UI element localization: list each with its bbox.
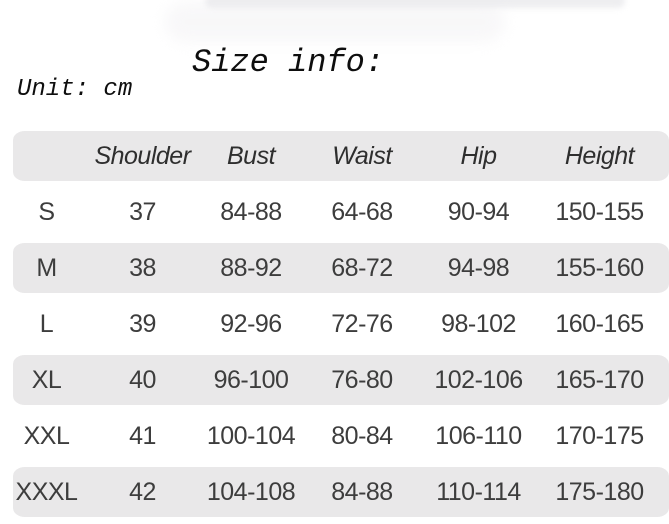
header-height: Height — [564, 141, 635, 170]
cell-bust: 100-104 — [206, 421, 296, 450]
header-waist: Waist — [332, 141, 392, 170]
cell-height: 175-180 — [555, 477, 644, 506]
cell-height: 170-175 — [555, 421, 644, 450]
cell-shoulder: 37 — [129, 197, 156, 226]
cell-bust: 92-96 — [220, 309, 282, 338]
cell-shoulder: 41 — [129, 421, 156, 450]
table-row — [13, 184, 669, 240]
cell-height: 160-165 — [555, 309, 644, 338]
table-row — [13, 352, 669, 408]
cell-size: XXL — [23, 421, 70, 450]
cell-bust: 84-88 — [220, 197, 282, 226]
cell-bust: 104-108 — [206, 477, 296, 506]
cell-hip: 102-106 — [434, 365, 523, 394]
table-row — [13, 408, 669, 464]
table-row — [13, 296, 669, 352]
cell-height: 155-160 — [555, 253, 644, 282]
cell-waist: 64-68 — [331, 197, 393, 226]
table-row — [13, 464, 669, 520]
cell-bust: 96-100 — [213, 365, 289, 394]
table-header-row — [13, 128, 669, 184]
header-hip: Hip — [460, 141, 497, 170]
cell-waist: 68-72 — [331, 253, 393, 282]
cell-shoulder: 39 — [129, 309, 156, 338]
cell-shoulder: 38 — [129, 253, 156, 282]
cell-size: L — [39, 309, 54, 338]
cell-waist: 80-84 — [331, 421, 393, 450]
cell-size: M — [36, 253, 57, 282]
cell-hip: 106-110 — [435, 421, 522, 450]
cell-waist: 76-80 — [331, 365, 393, 394]
cell-bust: 88-92 — [220, 253, 282, 282]
header-shoulder: Shoulder — [94, 141, 191, 170]
cell-height: 150-155 — [555, 197, 644, 226]
size-table — [13, 128, 669, 520]
cell-waist: 84-88 — [331, 477, 393, 506]
cell-size: XL — [31, 365, 62, 394]
page-title: Size info: — [192, 44, 385, 81]
header-bust: Bust — [226, 141, 276, 170]
table-row — [13, 240, 669, 296]
cell-shoulder: 42 — [129, 477, 156, 506]
cell-shoulder: 40 — [129, 365, 156, 394]
cell-waist: 72-76 — [331, 309, 393, 338]
cell-height: 165-170 — [555, 365, 644, 394]
cell-size: S — [38, 197, 55, 226]
photo-edge-artifact — [205, 0, 625, 8]
cell-hip: 90-94 — [447, 197, 510, 226]
cell-hip: 110-114 — [436, 477, 521, 506]
cell-size: XXXL — [15, 477, 78, 506]
cell-hip: 98-102 — [441, 309, 516, 338]
unit-label: Unit: cm — [17, 76, 133, 103]
cell-hip: 94-98 — [447, 253, 510, 282]
photo-edge-artifact-soft — [165, 2, 505, 42]
